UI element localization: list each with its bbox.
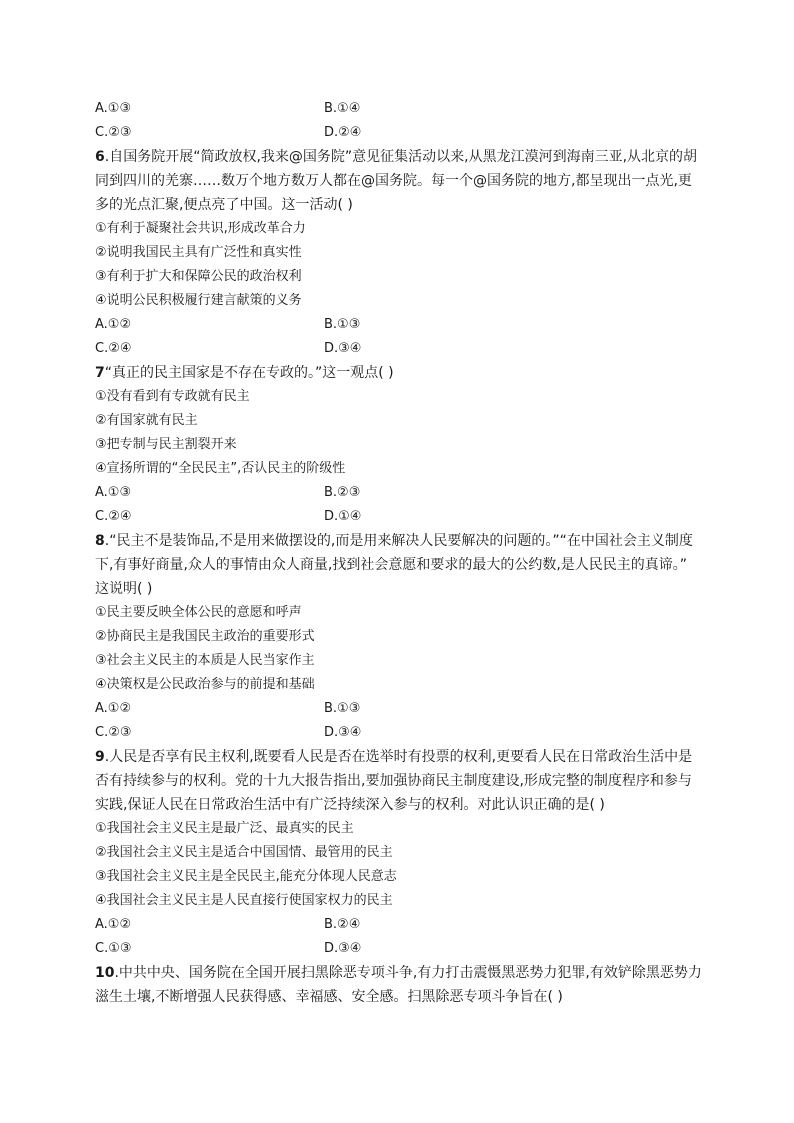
statement-item: ③我国社会主义民主是全民民主,能充分体现人民意志	[95, 869, 397, 884]
option-d: D.③④	[324, 725, 362, 740]
option-row	[95, 505, 707, 529]
question-stem-line: 实践,保证人民在日常政治生活中有广泛持续深入参与的权利。对此认识正确的是( )	[95, 797, 605, 813]
option-row	[95, 121, 707, 145]
question-stem-line: 9.人民是否享有民主权利,既要看人民是否在选举时有投票的权利,更要看人民在日常政治生活中是	[95, 749, 693, 765]
option-d: D.②④	[324, 125, 362, 140]
option-a: A.①③	[95, 101, 132, 116]
option-row	[95, 697, 707, 721]
option-c: C.①③	[95, 941, 132, 956]
question-stem-line: 否有持续参与的权利。党的十九大报告指出,要加强协商民主制度建设,形成完整的制度程序和参与	[95, 773, 692, 789]
exam-page	[95, 97, 707, 1009]
question-stem-line: 下,有事好商量,众人的事情由众人商量,找到社会意愿和要求的最大的公约数,是人民民主的真谛。”	[95, 557, 688, 573]
statement-item: ①民主要反映全体公民的意愿和呼声	[95, 605, 302, 620]
option-row	[95, 481, 707, 505]
statement-item: ④决策权是公民政治参与的前提和基础	[95, 677, 315, 692]
option-row	[95, 721, 707, 745]
question-stem-line: 同到四川的羌寨……数万个地方数万人都在@国务院。每一个@国务院的地方,都呈现出一点光,更	[95, 173, 692, 189]
option-a: A.①②	[95, 317, 132, 332]
statement-item: ②说明我国民主具有广泛性和真实性	[95, 245, 302, 260]
option-a: A.①③	[95, 485, 132, 500]
question-number: 8	[95, 533, 105, 549]
statement-item: ②有国家就有民主	[95, 413, 198, 428]
option-a: A.①②	[95, 917, 132, 932]
question-number: 7	[95, 365, 105, 381]
question-stem-line: 8.“民主不是装饰品,不是用来做摆设的,而是用来解决人民要解决的问题的。”“在中国社会主义制度	[95, 533, 693, 549]
option-a: A.①②	[95, 701, 132, 716]
option-c: C.②④	[95, 341, 132, 356]
question-stem-line: 多的光点汇聚,便点亮了中国。这一活动( )	[95, 197, 353, 213]
question-stem-line: 6.自国务院开展“简政放权,我来@国务院”意见征集活动以来,从黑龙江漠河到海南三亚,从北京的胡	[95, 149, 698, 165]
statement-item: ①我国社会主义民主是最广泛、最真实的民主	[95, 821, 354, 836]
question-10	[95, 961, 707, 1009]
statement-item: ④宣扬所谓的“全民民主”,否认民主的阶级性	[95, 461, 346, 476]
option-row	[95, 937, 707, 961]
question-6	[95, 145, 707, 361]
option-row	[95, 913, 707, 937]
option-row	[95, 337, 707, 361]
question-number: 9	[95, 749, 105, 765]
option-row	[95, 313, 707, 337]
option-c: C.②④	[95, 509, 132, 524]
statement-item: ③有利于扩大和保障公民的政治权利	[95, 269, 302, 284]
question-number: 6	[95, 149, 105, 165]
question-8	[95, 529, 707, 745]
question-stem-line: 10.中共中央、国务院在全国开展扫黑除恶专项斗争,有力打击震慑黑恶势力犯罪,有效铲除黑恶势力	[95, 965, 702, 981]
statement-item: ②我国社会主义民主是适合中国国情、最管用的民主	[95, 845, 393, 860]
statement-item: ①有利于凝聚社会共识,形成改革合力	[95, 221, 306, 236]
question-stem-line: 这说明( )	[95, 581, 153, 597]
statement-item: ③把专制与民主割裂开来	[95, 437, 237, 452]
question-5-options	[95, 97, 707, 145]
question-7	[95, 361, 707, 529]
option-d: D.①④	[324, 509, 362, 524]
statement-item: ④说明公民积极履行建言献策的义务	[95, 293, 302, 308]
option-c: C.②③	[95, 125, 132, 140]
statement-item: ④我国社会主义民主是人民直接行使国家权力的民主	[95, 893, 393, 908]
option-d: D.③④	[324, 941, 362, 956]
question-stem-line: 7“真正的民主国家是不存在专政的。”这一观点( )	[95, 365, 394, 381]
question-9	[95, 745, 707, 961]
option-d: D.③④	[324, 341, 362, 356]
statement-item: ①没有看到有专政就有民主	[95, 389, 250, 404]
question-stem-line: 滋生土壤,不断增强人民获得感、幸福感、安全感。扫黑除恶专项斗争旨在( )	[95, 989, 563, 1005]
option-b: B.①④	[324, 101, 361, 116]
option-c: C.②③	[95, 725, 132, 740]
option-b: B.②④	[324, 917, 361, 932]
question-number: 10	[95, 965, 115, 981]
option-b: B.①③	[324, 317, 361, 332]
option-row	[95, 97, 707, 121]
option-b: B.②③	[324, 485, 361, 500]
option-b: B.①③	[324, 701, 361, 716]
statement-item: ③社会主义民主的本质是人民当家作主	[95, 653, 315, 668]
statement-item: ②协商民主是我国民主政治的重要形式	[95, 629, 315, 644]
